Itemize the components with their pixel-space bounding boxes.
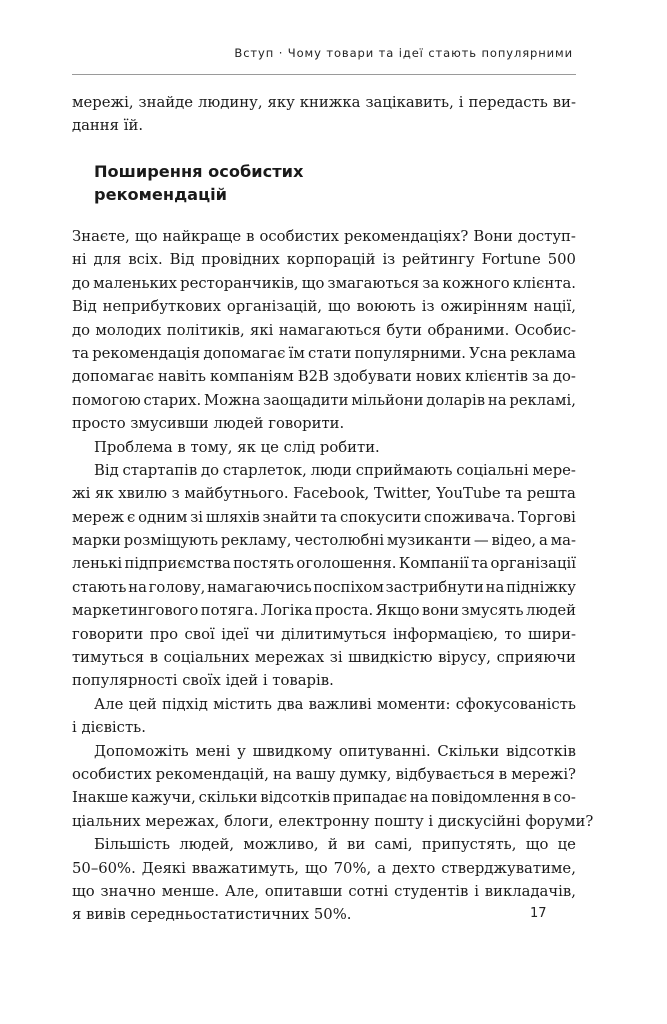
text-line: Від стартапів до старлеток, люди сприймають соціальні мере- [94,461,576,479]
text-line: особистих рекомендацій, на вашу думку, відбувається в мережі? [72,765,576,783]
text-line: та рекомендація допомагає їм стати популярними. Усна реклама [72,344,576,362]
text-line: помогою старих. Можна заощадити мільйони доларів на рекламі, [72,391,576,409]
running-header: Вступ · Чому товари та ідеї стають популярними [234,46,573,60]
text-line: Але цей підхід містить два важливі моменти: сфокусованість [94,695,576,713]
text-line: і дієвість. [72,719,146,737]
page-number: 17 [530,906,547,921]
section-heading-line-2: рекомендацій [94,185,227,204]
text-line: просто змусивши людей говорити. [72,415,345,433]
text-line: до молодих політиків, які намагаються бути обраними. Особис- [72,321,576,339]
text-line: до маленьких ресторанчиків, що змагаються за кожного клієнта. [72,274,576,292]
text-line: тимуться в соціальних мережах зі швидкістю вірусу, сприяючи [72,649,576,667]
text-line: ціальних мережах, блоги, електронну пошту і дискусійні форуми? [72,812,594,830]
section-heading [94,160,303,206]
text-line: маркетингового потяга. Логіка проста. Якщо вони змусять людей [72,602,576,620]
text-line: Інакше кажучи, скільки відсотків припадає на повідомлення в со- [72,789,576,807]
text-line: мережі, знайде людину, яку книжка зацікавить, і передасть ви- [72,94,576,111]
header-rule [72,74,576,75]
text-line: 50–60%. Деякі вважатимуть, що 70%, а дехто стверджуватиме, [72,859,576,877]
text-line: ні для всіх. Від провідних корпорацій із рейтингу Fortune 500 [72,251,576,269]
text-line: дання їй. [72,117,144,135]
text-line: Від неприбуткових організацій, що воюють із ожирінням нації, [72,298,576,316]
text-line: стають на голову, намагаючись поспіхом застрибнути на підніжку [72,578,576,596]
text-line: говорити про свої ідеї чи ділитимуться інформацією, то шири- [72,625,576,643]
text-line: ленькі підприємства постять оголошення. Компанії та організації [72,555,576,573]
top-paragraph [72,91,576,138]
text-line: Проблема в тому, як це слід робити. [94,438,380,456]
text-line: Більшість людей, можливо, й ви самі, припустять, що це [94,836,576,854]
text-line: що значно менше. Але, опитавши сотні студентів і викладачів, [72,882,576,900]
text-line: мереж є одним зі шляхів знайти та спокусити споживача. Торгові [72,508,576,526]
text-line: Знаєте, що найкраще в особистих рекомендаціях? Вони доступ- [72,228,576,245]
text-line: жі як хвилю з майбутнього. Facebook, Twitter, YouTube та решта [72,485,576,503]
section-heading-line-1: Поширення особистих [94,162,304,181]
text-line: я вивів середньостатистичних 50%. [72,906,352,924]
text-line: допомагає навіть компаніям B2B здобувати нових клієнтів за до- [72,368,576,386]
text-line: Допоможіть мені у швидкому опитуванні. Скільки відсотків [94,742,576,760]
text-line: популярності своїх ідей і товарів. [72,672,334,690]
text-line: марки розміщують рекламу, честолюбні музиканти — відео, а ма- [72,532,576,550]
body-text [72,225,594,927]
